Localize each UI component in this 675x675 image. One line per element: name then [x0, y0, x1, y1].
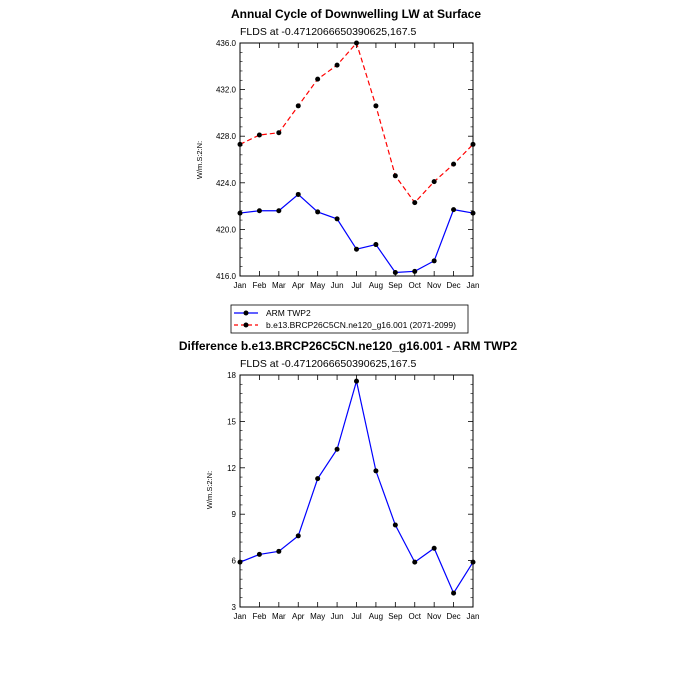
chart2-xtick-label: Nov — [427, 612, 442, 621]
chart1-title: Annual Cycle of Downwelling LW at Surface — [230, 7, 482, 21]
legend-marker-arm — [244, 311, 249, 316]
chart2-series-0-point — [432, 546, 437, 551]
chart2-xtick-label: Feb — [252, 612, 267, 621]
chart1-legend — [231, 305, 468, 333]
chart1-xtick-label: Nov — [427, 281, 442, 290]
chart2-series-0-point — [335, 447, 340, 452]
chart1-series-1-point — [373, 103, 378, 108]
chart2-series-0-point — [238, 560, 243, 565]
chart2-xtick-label: Jan — [233, 612, 247, 621]
chart1-series-0-point — [276, 208, 281, 213]
chart1-xtick-label: Jul — [351, 281, 362, 290]
chart2-ytick-label: 18 — [227, 371, 236, 380]
chart1-ytick-label: 416.0 — [215, 272, 236, 281]
chart2-ytick-label: 9 — [231, 510, 236, 520]
chart2-series-0-point — [276, 549, 281, 554]
chart2-xtick-label: Jan — [466, 612, 480, 621]
chart1-series-1-point — [238, 142, 243, 147]
chart1-y-axis-label: W/m.S:2:N: — [195, 140, 204, 180]
chart2-xtick-label: Sep — [388, 612, 403, 621]
chart2-series-line-0 — [240, 381, 473, 593]
chart2-xtick-label: Dec — [446, 612, 461, 621]
chart2-xtick-label: Mar — [271, 612, 286, 621]
chart1-series-0-point — [296, 192, 301, 197]
difference-chart — [179, 339, 518, 621]
chart1-series-0-point — [412, 269, 417, 274]
chart1-series-0-point — [451, 207, 456, 212]
legend-label-model: b.e13.BRCP26C5CN.ne120_g16.001 (2071-2099) — [266, 320, 456, 330]
chart1-ytick-label: 436.0 — [215, 39, 236, 48]
chart2-series-0-point — [296, 533, 301, 538]
chart1-ytick-label: 432.0 — [215, 85, 236, 95]
chart1-series-1-point — [471, 142, 476, 147]
chart1-xtick-label: Sep — [388, 281, 403, 290]
chart1-xtick-label: Feb — [252, 281, 267, 290]
chart2-series-0-point — [393, 523, 398, 528]
chart1-ytick-label: 428.0 — [215, 132, 236, 142]
chart2-xtick-label: Aug — [368, 612, 384, 621]
chart1-series-1-point — [354, 41, 359, 46]
chart2-series-0-point — [354, 379, 359, 384]
legend-label-arm: ARM TWP2 — [266, 308, 311, 318]
chart1-series-0-point — [257, 208, 262, 213]
chart2-xtick-label: Oct — [408, 612, 421, 621]
chart1-subtitle: FLDS at -0.4712066650390625,167.5 — [240, 26, 417, 38]
chart2-xtick-label: Jun — [330, 612, 344, 621]
chart1-xtick-label: Apr — [292, 281, 305, 290]
chart1-series-0-point — [335, 216, 340, 221]
chart1-xtick-label: May — [310, 281, 326, 290]
chart1-xtick-label: Jan — [233, 281, 247, 290]
chart1-series-1-point — [335, 63, 340, 68]
chart1-series-0-point — [471, 211, 476, 216]
chart2-series-0-point — [471, 560, 476, 565]
chart2-ytick-label: 3 — [231, 603, 236, 612]
chart1-xtick-label: Oct — [408, 281, 421, 290]
chart2-series-0-point — [315, 476, 320, 481]
chart2-series-0-point — [412, 560, 417, 565]
chart1-series-0-point — [354, 247, 359, 252]
chart2-ytick-label: 15 — [227, 417, 236, 427]
legend-marker-model — [244, 323, 249, 328]
chart1-series-0-point — [432, 258, 437, 263]
chart2-xtick-label: Jul — [351, 612, 362, 621]
chart1-series-1-point — [432, 179, 437, 184]
chart1-plot-frame — [240, 43, 473, 276]
chart1-series-0-point — [315, 209, 320, 214]
chart1-series-1-point — [276, 130, 281, 135]
chart2-xtick-label: Apr — [292, 612, 305, 621]
chart2-xtick-label: May — [310, 612, 326, 621]
chart1-series-1-point — [412, 200, 417, 205]
chart1-series-1-point — [257, 133, 262, 138]
chart1-series-1-point — [296, 103, 301, 108]
chart2-series-0-point — [451, 591, 456, 596]
chart1-xtick-label: Aug — [368, 281, 384, 290]
chart1-series-1-point — [393, 173, 398, 178]
chart2-y-axis-label: W/m.S:2:N: — [205, 470, 214, 510]
chart1-series-line-1 — [240, 43, 473, 203]
chart1-xtick-label: Mar — [271, 281, 286, 290]
chart2-subtitle: FLDS at -0.4712066650390625,167.5 — [240, 358, 417, 370]
chart1-series-0-point — [393, 270, 398, 275]
chart2-ytick-label: 12 — [227, 463, 236, 473]
chart1-ytick-label: 420.0 — [215, 225, 236, 235]
annual-cycle-chart — [195, 7, 481, 290]
chart2-series-0-point — [257, 552, 262, 557]
chart2-title: Difference b.e13.BRCP26C5CN.ne120_g16.001 - ARM TWP2 — [178, 339, 518, 353]
chart1-ytick-label: 424.0 — [215, 178, 236, 188]
chart1-series-0-point — [373, 242, 378, 247]
chart2-plot-frame — [240, 375, 473, 607]
chart1-series-line-0 — [240, 194, 473, 272]
chart1-xtick-label: Jan — [466, 281, 480, 290]
chart1-series-1-point — [315, 77, 320, 82]
chart1-series-1-point — [451, 162, 456, 167]
chart1-series-0-point — [238, 211, 243, 216]
chart1-xtick-label: Dec — [446, 281, 461, 290]
chart1-xtick-label: Jun — [330, 281, 344, 290]
chart2-ytick-label: 6 — [231, 556, 236, 566]
chart2-series-0-point — [373, 468, 378, 473]
